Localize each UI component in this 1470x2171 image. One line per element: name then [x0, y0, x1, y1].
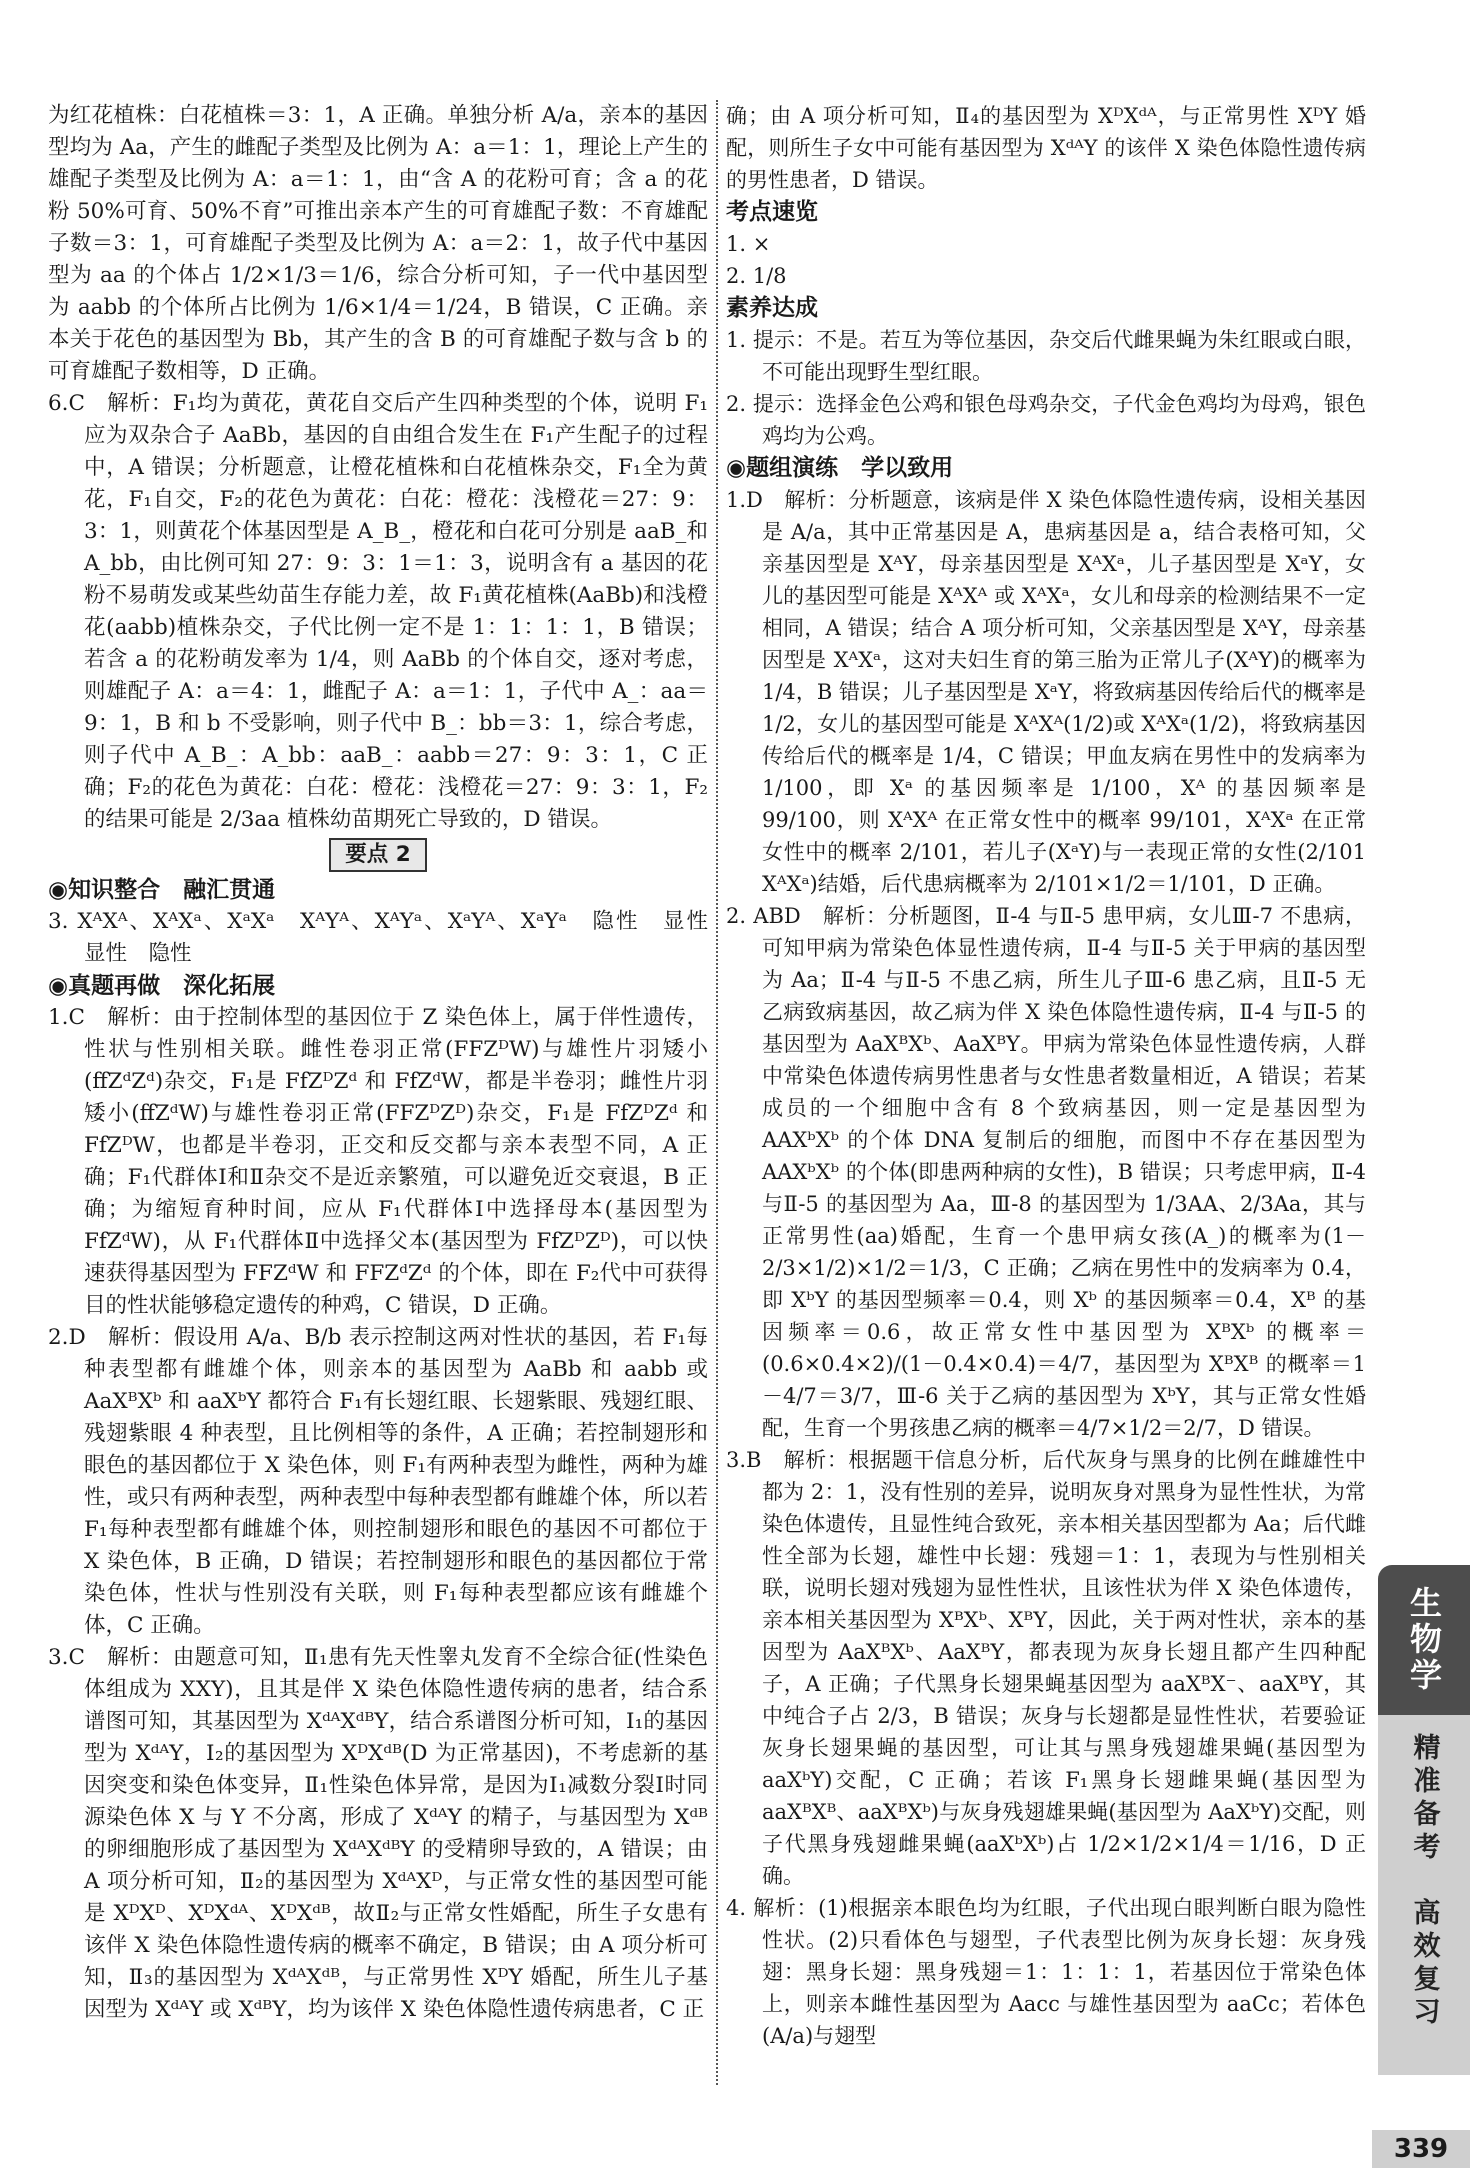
page-number: 339: [1372, 2130, 1470, 2168]
answer-item: 3. XᴬXᴬ、XᴬXᵃ、XᵃXᵃ XᴬYᴬ、XᴬYᵃ、XᵃYᴬ、XᵃYᵃ 隐性 显性 显性 隐性: [48, 909, 730, 966]
column-divider: [716, 100, 718, 2085]
series-tab: [1378, 1715, 1470, 2075]
section-heading-label: 要点 2: [329, 838, 426, 872]
subsection-heading: ◉知识整合 融汇贯通: [48, 877, 276, 903]
answer-item: 1. 提示：不是。若互为等位基因，杂交后代雌果蝇为朱红眼或白眼，不可能出现野生型红眼。: [726, 328, 1366, 384]
answer-item: 1.D 解析：分析题意，该病是伴 X 染色体隐性遗传病，设相关基因是 A/a，其中正常基因是 A，患病基因是 a，结合表格可知，父亲基因型是 XᴬY，母亲基因型是 XᴬXᵃ，儿子基因型是 XᵃY，女儿的基因型可能是 XᴬXᴬ 或 XᴬXᵃ，女儿和母亲的检测结果不一定相同，A 错误；结合 A 项分析可知，父亲基因型是 XᴬY，母亲基因型是 XᴬXᵃ，这对夫妇生育的第三胎为正常儿子(XᴬY)的概率为 1/4，B 错误；儿子基因型是 XᵃY，将致病基因传给后代的概率是 1/2，女儿的基因型可能是 XᴬXᴬ(1/2)或 XᴬXᵃ(1/2)，将致病基因传给后代的概率是 1/4，C 错误；甲血友病在男性中的发病率为 1/100，即 Xᵃ 的基因频率是 1/100，Xᴬ 的基因频率是 99/100，则 XᴬXᴬ 在正常女性中的概率 99/101，XᴬXᵃ 在正常女性中的概率 2/101，若儿子(XᵃY)与一表现正常的女性(2/101 XᴬXᵃ)结婚，后代患病概率为 2/101×1/2＝1/101，D 正确。: [726, 488, 1366, 896]
subsection-heading: 考点速览: [726, 199, 818, 225]
section-heading: [48, 836, 708, 874]
answer-item: 3.B 解析：根据题干信息分析，后代灰身与黑身的比例在雌雄性中都为 2：1，没有性别的差异，说明灰身对黑身为显性性状，为常染色体遗传，且显性纯合致死，亲本相关基因型都为 Aa；后代雌性全部为长翅，雄性中长翅：残翅＝1：1，表现为与性别相关联，说明长翅对残翅为显性性状，且该性状为伴 X 染色体遗传，亲本相关基因型为 XᴮXᵇ、XᴮY，因此，关于两对性状，亲本的基因型为 AaXᴮXᵇ、AaXᴮY，都表现为灰身长翅且都产生四种配子，A 正确；子代黑身长翅果蝇基因型为 aaXᴮX⁻、aaXᴮY，其中纯合子占 2/3，B 错误；灰身与长翅都是显性性状，若要验证灰身长翅果蝇的基因型，可让其与黑身残翅雄果蝇(基因型为 aaXᵇY)交配，C 正确；若该 F₁黑身长翅雌果蝇(基因型为 aaXᴮXᴮ、aaXᴮXᵇ)与灰身残翅雄果蝇(基因型为 AaXᵇY)交配，则子代黑身残翅雌果蝇(aaXᵇXᵇ)占 1/2×1/2×1/4＝1/16，D 正确。: [726, 1448, 1366, 1888]
paragraph: 确；由 A 项分析可知，Ⅱ₄的基因型为 XᴰXᵈᴬ，与正常男性 XᴰY 婚配，则所生子女中可能有基因型为 XᵈᴬY 的该伴 X 染色体隐性遗传病的男性患者，D 错误。: [726, 104, 1366, 192]
subject-tab: 生物学: [1378, 1565, 1470, 1715]
answer-item: 3.C 解析：由题意可知，Ⅱ₁患有先天性睾丸发育不全综合征(性染色体组成为 XXY)，且其是伴 X 染色体隐性遗传病的患者，结合系谱图可知，其基因型为 XᵈᴬXᵈᴮY，结合系谱图分析可知，Ⅰ₁的基因型为 XᵈᴬY，Ⅰ₂的基因型为 XᴰXᵈᴮ(D 为正常基因)，不考虑新的基因突变和染色体变异，Ⅱ₁性染色体异常，是因为Ⅰ₁减数分裂Ⅰ时同源染色体 X 与 Y 不分离，形成了 XᵈᴬY 的精子，与基因型为 Xᵈᴮ 的卵细胞形成了基因型为 XᵈᴬXᵈᴮY 的受精卵导致的，A 错误；由 A 项分析可知，Ⅱ₂的基因型为 XᵈᴬXᴰ，与正常女性的基因型可能是 XᴰXᴰ、XᴰXᵈᴬ、XᴰXᵈᴮ，故Ⅱ₂与正常女性婚配，所生子女患有该伴 X 染色体隐性遗传病的概率不确定，B 错误；由 A 项分析可知，Ⅱ₃的基因型为 XᵈᴬXᵈᴮ，与正常男性 XᴰY 婚配，所生儿子基因型为 XᵈᴬY 或 XᵈᴮY，均为该伴 X 染色体隐性遗传病患者，C 正: [48, 1645, 708, 2022]
series-label: 精准备考 高效复习: [1408, 1733, 1440, 2030]
answer-item: 1.C 解析：由于控制体型的基因位于 Z 染色体上，属于伴性遗传，性状与性别相关联。雌性卷羽正常(FFZᴰW)与雄性片羽矮小(ffZᵈZᵈ)杂交，F₁是 FfZᴰZᵈ 和 FfZᵈW，都是半卷羽；雌性片羽矮小(ffZᵈW)与雄性卷羽正常(FFZᴰZᴰ)杂交，F₁是 FfZᴰZᵈ 和 FfZᴰW，也都是半卷羽，正交和反交都与亲本表型不同，A 正确；F₁代群体Ⅰ和Ⅱ杂交不是近亲繁殖，可以避免近交衰退，B 正确；为缩短育种时间，应从 F₁代群体Ⅰ中选择母本(基因型为 FfZᵈW)，从 F₁代群体Ⅱ中选择父本(基因型为 FfZᴰZᴰ)，可以快速获得基因型为 FFZᵈW 和 FFZᵈZᵈ 的个体，即在 F₂代中可获得目的性状能够稳定遗传的种鸡，C 错误，D 正确。: [48, 1005, 708, 1318]
paragraph: 为红花植株：白花植株＝3：1，A 正确。单独分析 A/a，亲本的基因型均为 Aa，产生的雌配子类型及比例为 A：a＝1：1，理论上产生的雄配子类型及比例为 A：a＝1：1，由“含 A 的花粉可育；含 a 的花粉 50%可育、50%不育”可推出亲本产生的可育雄配子数：不育雄配子数＝3：1，可育雄配子类型及比例为 A：a＝2：1，故子代中基因型为 aa 的个体占 1/2×1/3＝1/6，综合分析可知，子一代中基因型为 aabb 的个体所占比例为 1/6×1/4＝1/24，B 错误，C 正确。亲本关于花色的基因型为 Bb，其产生的含 B 的可育雄配子数与含 b 的可育雄配子数相等，D 正确。: [48, 103, 708, 384]
right-column: [726, 100, 1366, 2052]
subsection-heading: ◉题组演练 学以致用: [726, 455, 954, 481]
answer-item: 4. 解析：(1)根据亲本眼色均为红眼，子代出现白眼判断白眼为隐性性状。(2)只看体色与翅型，子代表型比例为灰身长翅：灰身残翅：黑身长翅：黑身残翅＝1：1：1：1，若基因位于常染色体上，则亲本雌性基因型为 Aacc 与雄性基因型为 aaCc；若体色(A/a)与翅型: [726, 1896, 1366, 2048]
answer-item: 6.C 解析：F₁均为黄花，黄花自交后产生四种类型的个体，说明 F₁应为双杂合子 AaBb，基因的自由组合发生在 F₁产生配子的过程中，A 错误；分析题意，让橙花植株和白花植株杂交，F₁全为黄花，F₁自交，F₂的花色为黄花：白花：橙花：浅橙花＝27：9：3：1，则黄花个体基因型是 A_B_，橙花和白花可分别是 aaB_和 A_bb，由比例可知 27：9：3：1＝1：3，说明含有 a 基因的花粉不易萌发或某些幼苗生存能力差，故 F₁黄花植株(AaBb)和浅橙花(aabb)植株杂交，子代比例一定不是 1：1：1：1，B 错误；若含 a 的花粉萌发率为 1/4，则 AaBb 的个体自交，逐对考虑，则雄配子 A：a＝4：1，雌配子 A：a＝1：1，子代中 A_：aa＝9：1，B 和 b 不受影响，则子代中 B_：bb＝3：1，综合考虑，则子代中 A_B_：A_bb：aaB_：aabb＝27：9：3：1，C 正确；F₂的花色为黄花：白花：橙花：浅橙花＝27：9：3：1，F₂的结果可能是 2/3aa 植株幼苗期死亡导致的，D 错误。: [48, 391, 708, 832]
paragraph: 1. ×: [726, 232, 771, 256]
left-column: [48, 100, 730, 2026]
paragraph: 2. 1/8: [726, 264, 787, 288]
answer-item: 2. ABD 解析：分析题图，Ⅱ-4 与Ⅱ-5 患甲病，女儿Ⅲ-7 不患病，可知甲病为常染色体显性遗传病，Ⅱ-4 与Ⅱ-5 关于甲病的基因型为 Aa；Ⅱ-4 与Ⅱ-5 不患乙病，所生儿子Ⅲ-6 患乙病，且Ⅱ-5 无乙病致病基因，故乙病为伴 X 染色体隐性遗传病，Ⅱ-4 与Ⅱ-5 的基因型为 AaXᴮXᵇ、AaXᴮY。甲病为常染色体显性遗传病，人群中常染色体遗传病男性患者与女性患者数量相近，A 错误；若某成员的一个细胞中含有 8 个致病基因，则一定是基因型为 AAXᵇXᵇ 的个体 DNA 复制后的细胞，而图中不存在基因型为 AAXᵇXᵇ 的个体(即患两种病的女性)，B 错误；只考虑甲病，Ⅱ-4 与Ⅱ-5 的基因型为 Aa，Ⅲ-8 的基因型为 1/3AA、2/3Aa，其与正常男性(aa)婚配，生育一个患甲病女孩(A_)的概率为(1－2/3×1/2)×1/2＝1/3，C 正确；乙病在男性中的发病率为 0.4，即 XᵇY 的基因型频率＝0.4，则 Xᵇ 的基因频率＝0.4，Xᴮ 的基因频率＝0.6，故正常女性中基因型为 XᴮXᵇ 的概率＝(0.6×0.4×2)/(1－0.4×0.4)＝4/7，基因型为 XᴮXᴮ 的概率＝1－4/7＝3/7，Ⅲ-6 关于乙病的基因型为 XᵇY，其与正常女性婚配，生育一个男孩患乙病的概率＝4/7×1/2＝2/7，D 错误。: [726, 904, 1366, 1440]
answer-item: 2. 提示：选择金色公鸡和银色母鸡杂交，子代金色鸡均为母鸡，银色鸡均为公鸡。: [726, 392, 1366, 448]
subsection-heading: ◉真题再做 深化拓展: [48, 973, 276, 999]
answer-item: 2.D 解析：假设用 A/a、B/b 表示控制这两对性状的基因，若 F₁每种表型都有雌雄个体，则亲本的基因型为 AaBb 和 aabb 或 AaXᴮXᵇ 和 aaXᵇY 都符合 F₁有长翅红眼、长翅紫眼、残翅红眼、残翅紫眼 4 种表型，且比例相等的条件，A 正确；若控制翅形和眼色的基因都位于 X 染色体，则 F₁有两种表型为雌性，两种为雄性，或只有两种表型，两种表型中每种表型都有雌雄个体，所以若 F₁每种表型都有雌雄个体，则控制翅形和眼色的基因不可都位于 X 染色体，B 正确，D 错误；若控制翅形和眼色的基因都位于常染色体，性状与性别没有关联，则 F₁每种表型都应该有雌雄个体，C 正确。: [48, 1325, 708, 1638]
side-tab: [1378, 1565, 1470, 2125]
subsection-heading: 素养达成: [726, 295, 818, 321]
